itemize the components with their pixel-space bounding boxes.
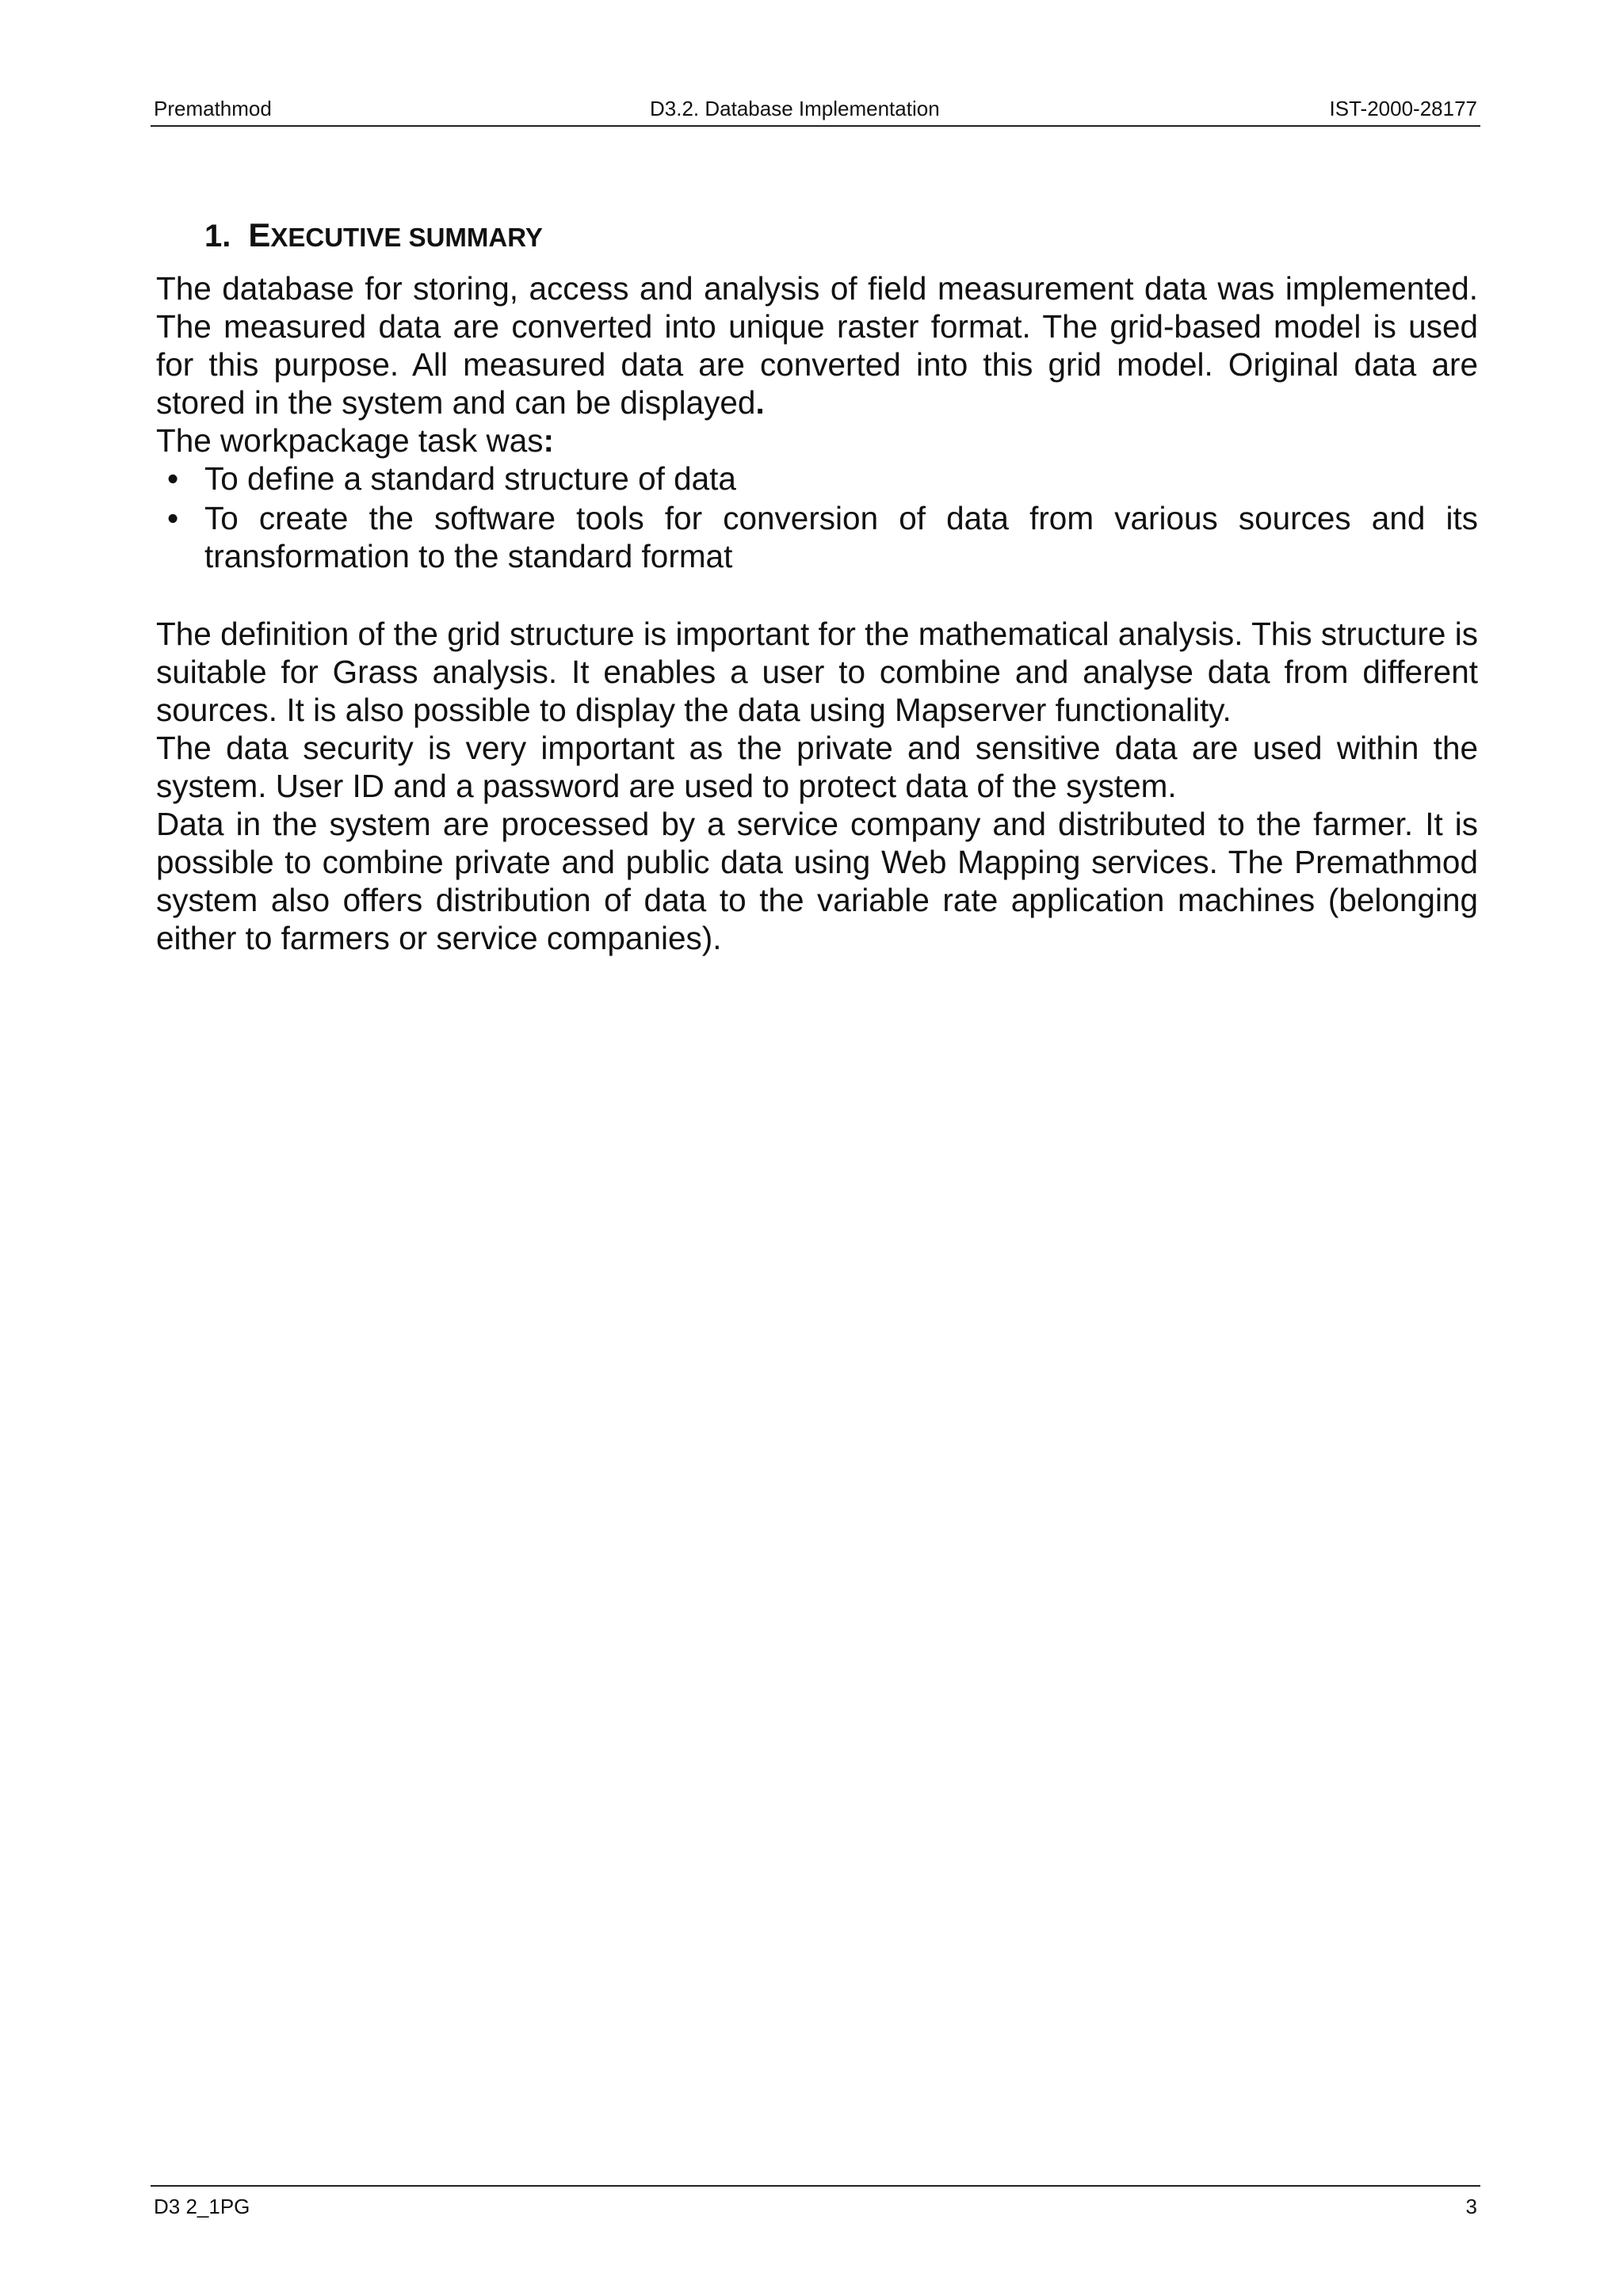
paragraph-task-intro-colon: : <box>543 422 554 459</box>
bullet-marker: • <box>167 500 179 536</box>
paragraph-summary-text: The database for storing, access and analysis of field measurement data was implemented. The measured data are converted into unique raster format. The grid-based model is used for this purpose. All measured data are converted into this grid model. Original data are stored in the system and can be displayed <box>156 270 1478 421</box>
paragraph-summary-period: . <box>755 384 765 421</box>
section-title-initial: E <box>248 216 271 254</box>
paragraph-task-intro-text: The workpackage task was <box>156 422 544 459</box>
bullet-marker: • <box>167 460 179 497</box>
list-item <box>156 460 1478 498</box>
section-title-word-2: SUMMARY <box>408 223 543 252</box>
paragraph-task-intro <box>156 421 1478 460</box>
section-heading <box>204 215 543 257</box>
section-number: 1. <box>204 219 231 254</box>
paragraph-grid-structure: The definition of the grid structure is important for the mathematical analysis. This structure is suitable for Grass analysis. It enables a user to combine and analyse data from different sources. It is also possible to display the data using Mapserver functionality. <box>156 616 1478 728</box>
section-body <box>156 269 1478 957</box>
list-item <box>156 499 1478 575</box>
task-bullet-list <box>156 460 1478 575</box>
paragraph-spacer <box>156 577 1478 615</box>
page-number: 3 <box>1465 2195 1477 2218</box>
footer-document-id: D3 2_1PG <box>154 2195 250 2218</box>
paragraph-data-security: The data security is very important as the private and sensitive data are used within the system. User ID and a password are used to protect data of the system. <box>156 730 1478 804</box>
page-header <box>151 95 1480 127</box>
list-item-text: To create the software tools for conversion of data from various sources and its transformation to the standard format <box>204 500 1478 574</box>
section-title-word-1: XECUTIVE <box>270 223 409 252</box>
paragraph-summary <box>156 269 1478 421</box>
paragraph-data-distribution: Data in the system are processed by a service company and distributed to the farmer. It is possible to combine private and public data using Web Mapping services. The Premathmod system also offers distribution of data to the variable rate application machines (belonging either to farmers or service companies). <box>156 806 1478 956</box>
page-footer <box>151 2185 1480 2218</box>
header-contract-number: IST-2000-28177 <box>1329 97 1477 120</box>
list-item-text: To define a standard structure of data <box>204 460 736 497</box>
header-document-title: D3.2. Database Implementation <box>650 97 940 120</box>
header-project-name: Premathmod <box>154 97 272 120</box>
